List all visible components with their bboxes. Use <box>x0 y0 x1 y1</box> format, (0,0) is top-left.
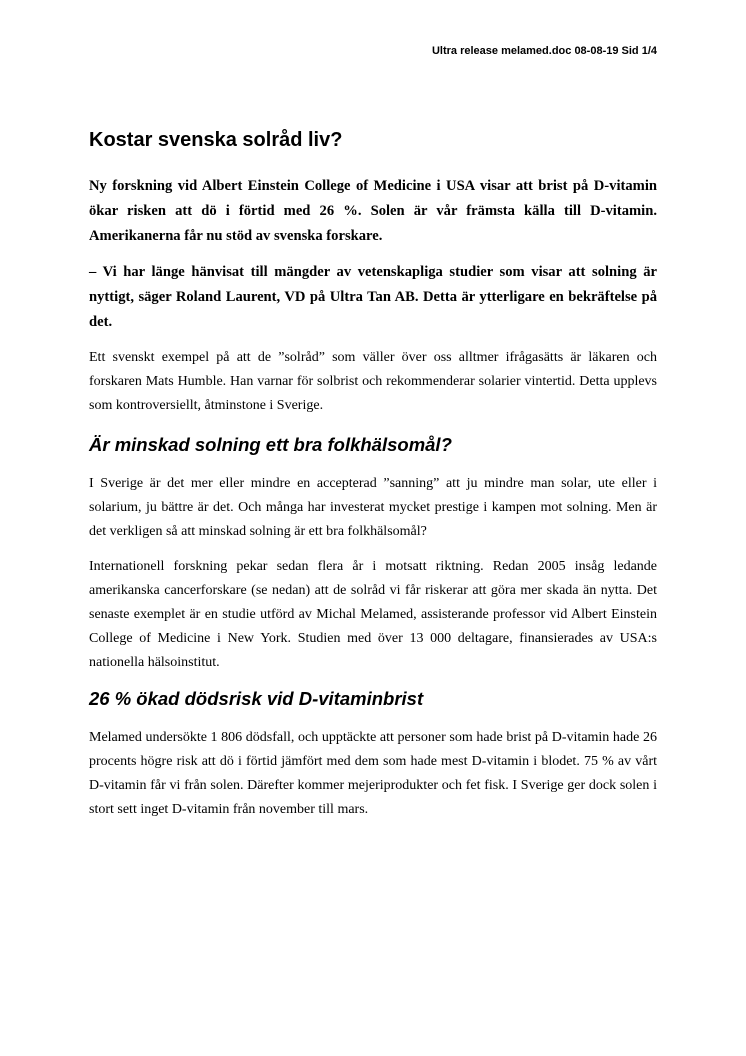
intro-paragraph: Ett svenskt exempel på att de ”solråd” som väller över oss alltmer ifrågasätts är läkaren och forskaren Mats Humble. Han varnar för solbrist och rekommenderar solarier vintertid. Detta upplevs som kontroversiellt, åtminstone i Sverige. <box>89 350 657 413</box>
section1-paragraph-2: Internationell forskning pekar sedan flera år i motsatt riktning. Redan 2005 insåg ledande amerikanska cancerforskare (se nedan) att de solråd vi får riskerar att göra mer skada än nytta. Det senaste exemplet är en studie utförd av Michal Melamed, assisterande professor vid Albert Einstein College of Medicine i New York. Studien med över 13 000 deltagare, finansierades av USA:s nationella hälsoinstitut. <box>89 559 657 670</box>
lead-paragraph-1: Ny forskning vid Albert Einstein College of Medicine i USA visar att brist på D-vitamin ökar risken att dö i förtid med 26 %. Solen är vår främsta källa till D-vitamin. Amerikanerna får nu stöd av svenska forskare. <box>89 178 657 244</box>
article-title: Kostar svenska solråd liv? <box>89 129 343 151</box>
section2-paragraph-1: Melamed undersökte 1 806 dödsfall, och upptäckte att personer som hade brist på D-vitamin hade 26 procents högre risk att dö i förtid jämfört med dem som hade mest D-vitamin i blodet. 75 % av vårt D-vitamin får vi från solen. Därefter kommer mejeriprodukter och fet fisk. I Sverige ger dock solen i stort sett inget D-vitamin från november till mars. <box>89 730 657 817</box>
article-body <box>89 126 657 833</box>
section-heading-1: Är minskad solning ett bra folkhälsomål? <box>89 434 452 455</box>
section1-paragraph-1: I Sverige är det mer eller mindre en accepterad ”sanning” att ju mindre man solar, ute eller i solarium, ju bättre är det. Och många har investerat mycket prestige i kampen mot solning. Men är det verkligen så att minskad solning är ett bra folkhälsomål? <box>89 476 657 539</box>
lead-paragraph-2: – Vi har länge hänvisat till mängder av vetenskapliga studier som visar att solning är nyttigt, säger Roland Laurent, VD på Ultra Tan AB. Detta är ytterligare en bekräftelse på det. <box>89 264 657 330</box>
page-header: Ultra release melamed.doc 08-08-19 Sid 1/4 <box>431 45 657 57</box>
section-heading-2: 26 % ökad dödsrisk vid D-vitaminbrist <box>89 688 424 709</box>
